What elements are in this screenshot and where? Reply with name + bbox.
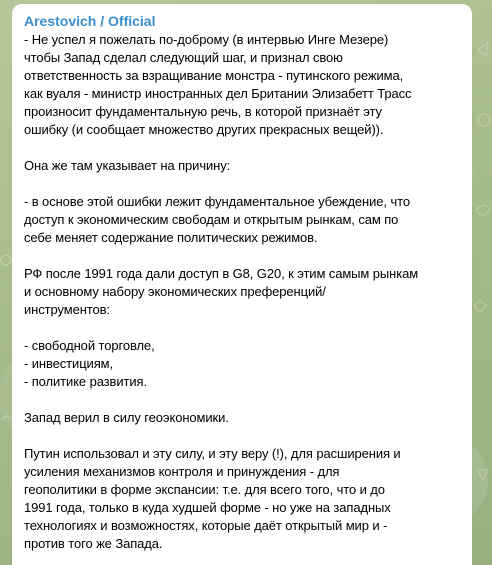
message-line: и основному набору экономических преференций/ [24,284,326,299]
message-line: - инвестициям, [24,356,113,371]
message-line: против того же Запада. [24,536,163,551]
message-line: - политике развития. [24,374,147,389]
message-line: - Не успел я пожелать по-доброму (в интервью Инге Мезере) [24,32,389,47]
message-text [24,31,460,553]
message-line: РФ после 1991 года дали доступ в G8, G20, к этим самым рынкам [24,266,419,281]
message-line: чтобы Запад сделал следующий шаг, и признал свою [24,50,343,65]
message-line: усиления механизмов контроля и принуждения - для [24,464,340,479]
message-line: произносит фундаментальную речь, в которой признаёт эту [24,104,382,119]
message-line: доступ к экономическим свободам и открытым рынкам, сам по [24,212,399,227]
message-line: Запад верил в силу геоэкономики. [24,410,229,425]
message-line: геополитики в форме экспансии: т.е. для всего того, что и до [24,482,385,497]
message-line: Путин использовал и эту силу, и эту веру (!), для расширения и [24,446,401,461]
message-line: - свободной торговле, [24,338,155,353]
message-line: ответственность за взращивание монстра - путинского режима, [24,68,404,83]
message-line: как вуаля - министр иностранных дел Британии Элизабетт Трасс [24,86,412,101]
message-line: инструментов: [24,302,110,317]
message-line: 1991 года, только в куда худшей форме - но уже на западных [24,500,391,515]
message-line: себе меняет содержание политических режимов. [24,230,318,245]
message-line: ошибку (и сообщает множество других прекрасных вещей)). [24,122,384,137]
message-bubble[interactable] [12,4,472,565]
sender-name[interactable]: Arestovich / Official [24,13,156,29]
message-line: Она же там указывает на причину: [24,158,231,173]
message-line: - в основе этой ошибки лежит фундаментальное убеждение, что [24,194,410,209]
message-line: технологиях и возможностях, которые даёт открытый мир и - [24,518,388,533]
